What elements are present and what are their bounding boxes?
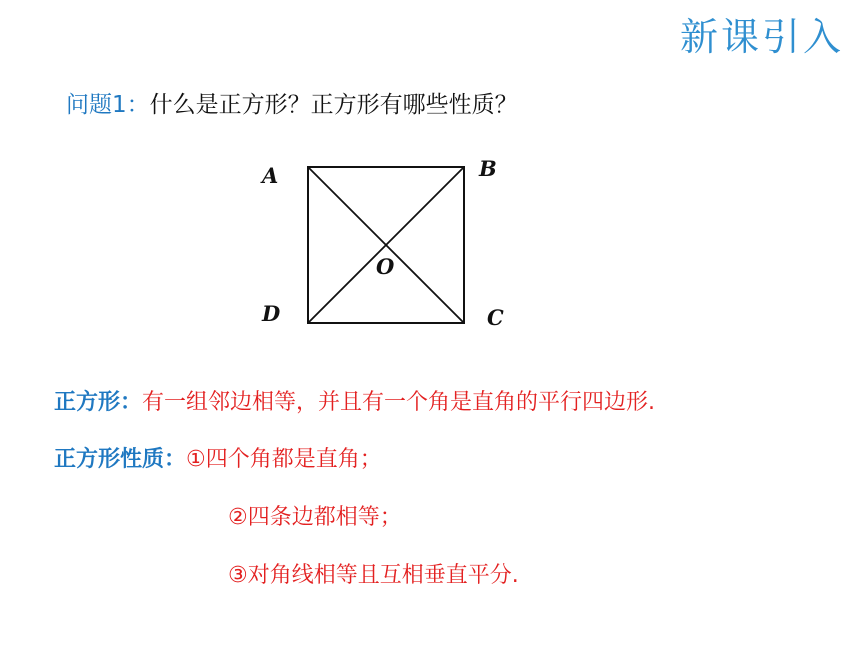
vertex-label-b: B	[479, 156, 497, 181]
definition-label: 正方形：	[54, 390, 143, 415]
property-item-3: ③对角线相等且互相垂直平分.	[228, 563, 519, 588]
property-line-1	[54, 442, 382, 473]
question-text: 什么是正方形？正方形有哪些性质？	[149, 92, 518, 118]
property-line-3	[228, 558, 519, 589]
section-title: 新课引入	[679, 15, 844, 59]
property-line-2	[228, 500, 402, 531]
property-item-1: ①四个角都是直角；	[186, 447, 382, 472]
property-item-2: ②四条边都相等；	[228, 505, 402, 530]
vertex-label-d: D	[262, 301, 281, 326]
square-diagram	[250, 150, 520, 340]
center-label-o: O	[376, 254, 395, 279]
square-figure	[250, 150, 520, 340]
vertex-label-a: A	[262, 163, 279, 188]
vertex-label-c: C	[487, 305, 504, 330]
question-line	[66, 86, 518, 119]
definition-line	[54, 385, 655, 416]
properties-label: 正方形性质：	[54, 447, 187, 472]
question-label: 问题1：	[66, 92, 150, 118]
definition-text: 有一组邻边相等，并且有一个角是直角的平行四边形.	[142, 390, 656, 415]
